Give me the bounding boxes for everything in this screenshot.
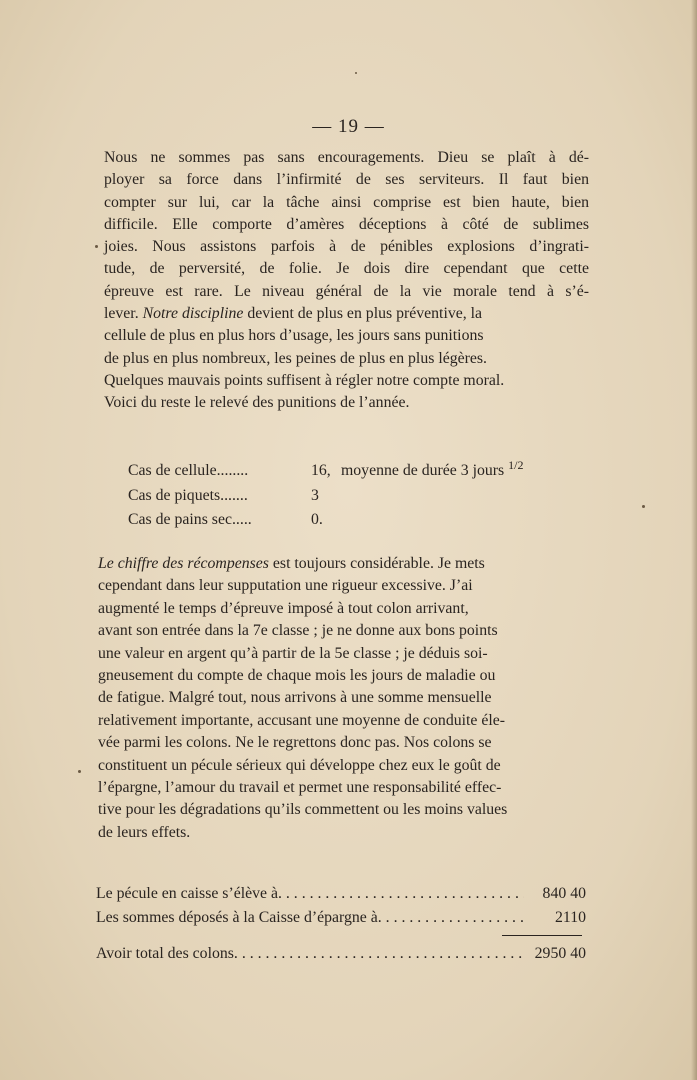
text-line: cependant dans leur supputation une rigueur excessive. J’ai: [98, 577, 473, 595]
grand-total-amount: 2950 40: [534, 945, 586, 962]
text-line: constituent un pécule sérieux qui développe chez eux le goût de: [98, 756, 501, 774]
paragraph-discipline: [104, 147, 589, 415]
text-line: difficile. Elle comporte d’amères déceptions à côté de sublimes: [104, 215, 589, 233]
grand-total-row: [96, 942, 586, 966]
text-line-mixed: [98, 553, 586, 575]
punishment-row: [128, 508, 578, 533]
text-line: relativement importante, accusant une moyenne de conduite éle-: [98, 711, 506, 729]
punishment-note: moyenne de durée 3 jours: [341, 462, 505, 480]
fraction: 1/2: [508, 458, 524, 472]
paragraph-rewards: [98, 553, 586, 844]
text-line: joies. Nous assistons parfois à de pénibles explosions d’ingrati-: [104, 238, 589, 256]
italic-phrase: Le chiffre des récompenses: [98, 555, 269, 572]
punishment-label: Cas de cellule........: [128, 462, 249, 480]
punishment-list: [128, 453, 578, 533]
text-line: Nous ne sommes pas sans encouragements. Dieu se plaît à dé-: [104, 149, 589, 166]
punishment-value: 0.: [311, 511, 323, 529]
text-line: cellule de plus en plus hors d’usage, les jours sans punitions: [104, 327, 484, 345]
text-line: ployer sa force dans l’infirmité de ses serviteurs. Il faut bien: [104, 171, 589, 189]
text-line: Quelques mauvais points suffisent à régler notre compte moral.: [104, 371, 505, 389]
italic-phrase: Notre discipline: [142, 305, 244, 323]
savings-label: Les sommes déposés à la Caisse d’épargne à: [96, 908, 378, 926]
dot-leader: [378, 906, 524, 930]
punishment-label: Cas de piquets.......: [128, 486, 248, 504]
savings-label: Le pécule en caisse s’élève à: [96, 885, 278, 902]
text-line: avant son entrée dans la 7e classe ; je ne donne aux bons points: [98, 622, 498, 640]
text-line: l’épargne, l’amour du travail et permet une responsabilité effec-: [98, 779, 502, 797]
punishment-label: Cas de pains sec.....: [128, 511, 252, 529]
punishment-value: 3: [311, 486, 319, 504]
paper-speck: [78, 770, 81, 773]
text-line: de plus en plus nombreux, les peines de plus en plus légères.: [104, 349, 487, 367]
punishment-row: [128, 453, 578, 484]
text-line: gneusement du compte de chaque mois les jours de maladie ou: [98, 667, 496, 685]
dot-leader: [234, 942, 524, 966]
text-line: tive pour les dégradations qu’ils commettent ou les moins values: [98, 801, 508, 819]
savings-amount: 2110: [554, 908, 586, 926]
text-fragment: est toujours considérable. Je mets: [272, 555, 485, 572]
paper-speck: [95, 245, 98, 248]
savings-row: [96, 882, 586, 906]
text-line: de fatigue. Malgré tout, nous arrivons à une somme mensuelle: [98, 689, 492, 707]
text-line: compter sur lui, car la tâche ainsi comprise est bien haute, bien: [104, 193, 589, 211]
punishment-row: [128, 484, 578, 509]
savings-amount: 840 40: [542, 885, 586, 902]
savings-row: [96, 906, 586, 930]
sum-rule: [502, 935, 582, 936]
text-line: tude, de perversité, de folie. Je dois dire cependant que cette: [104, 260, 589, 278]
paper-speck: [642, 505, 645, 508]
grand-total-label: Avoir total des colons: [96, 945, 234, 962]
dot-leader: [278, 882, 524, 906]
text-fragment: devient de plus en plus préventive, la: [247, 305, 483, 323]
text-line: augmenté le temps d’épreuve imposé à tout colon arrivant,: [98, 599, 469, 617]
paper-speck: [355, 72, 357, 74]
text-line: épreuve est rare. Le niveau général de la vie morale tend à s’é-: [104, 282, 589, 300]
text-line: une valeur en argent qu’à partir de la 5e classe ; je déduis soi-: [98, 644, 488, 662]
page-number: — 19 —: [312, 116, 385, 137]
savings-summary: [96, 882, 586, 966]
punishment-value: 16,: [311, 462, 331, 480]
text-line-mixed: [104, 303, 589, 325]
text-line: Voici du reste le relevé des punitions de l’année.: [104, 394, 410, 412]
text-line: vée parmi les colons. Ne le regrettons donc pas. Nos colons se: [98, 734, 492, 752]
text-line: de leurs effets.: [98, 823, 191, 841]
page-edge-shadow: [691, 0, 697, 1080]
text-fragment: lever.: [104, 305, 139, 323]
